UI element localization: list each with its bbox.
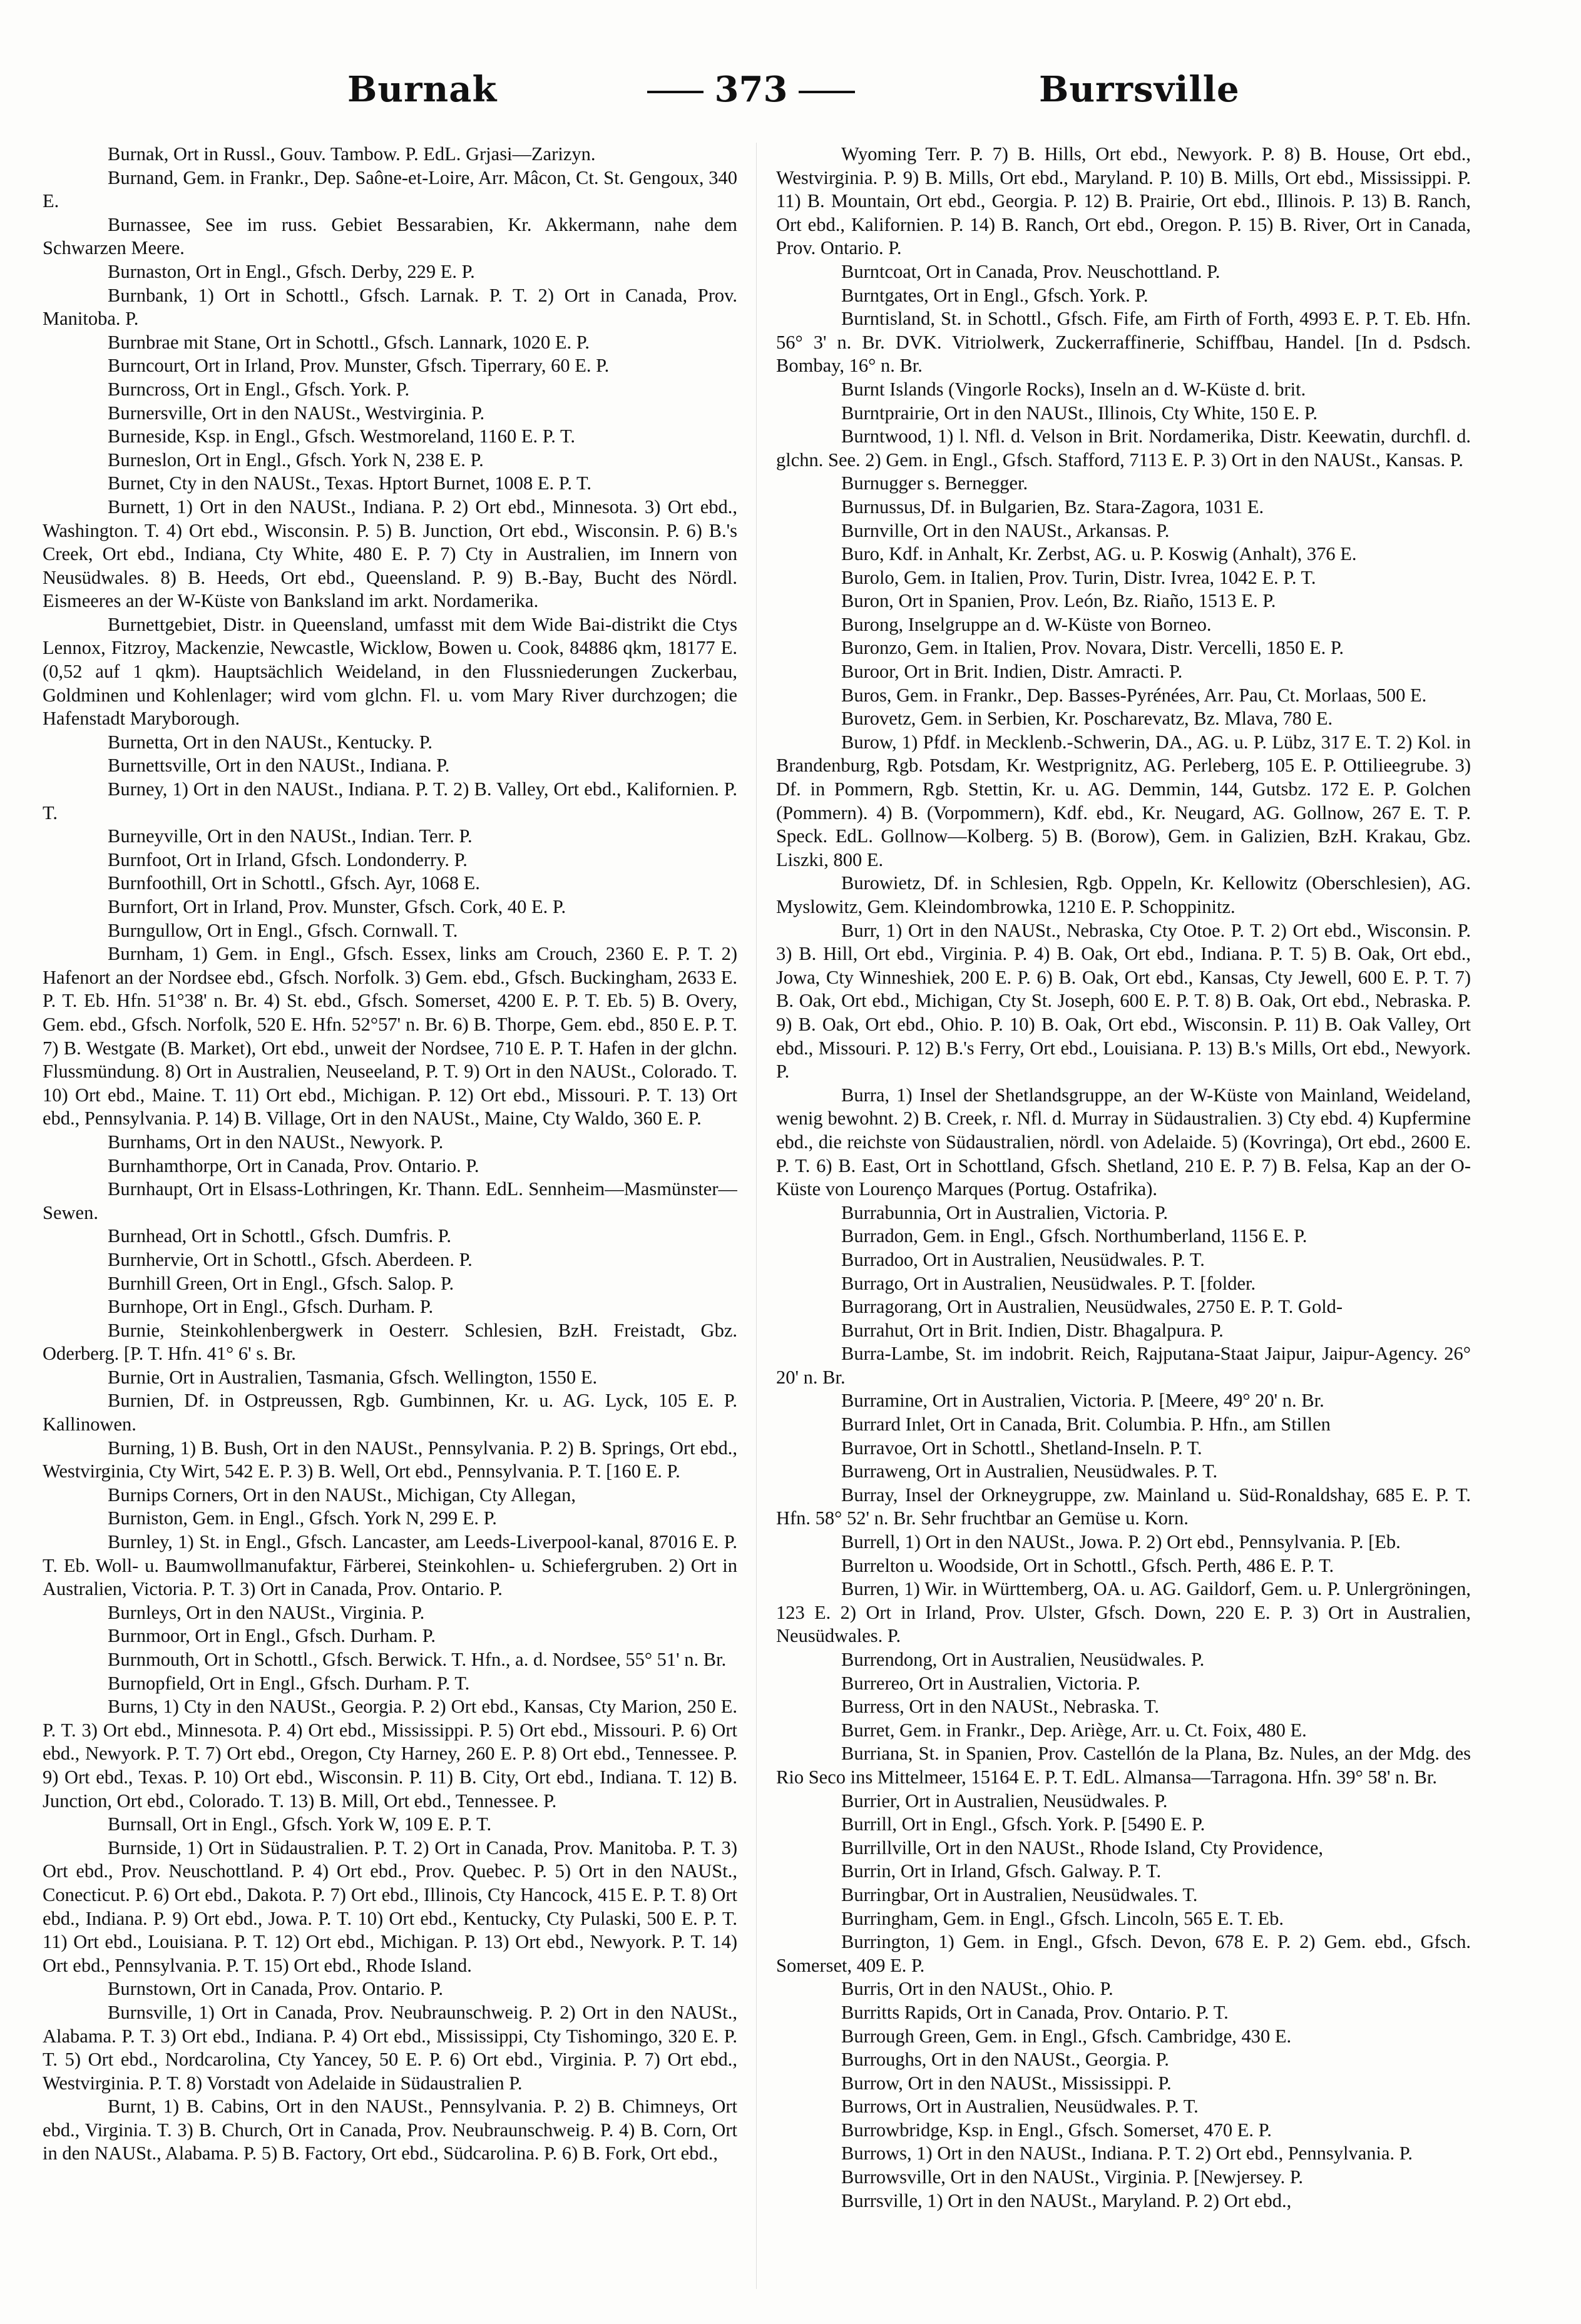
left-column-entry: Burnettsville, Ort in den NAUSt., Indiana. P. (108, 755, 450, 777)
right-column-entry: Burntgates, Ort in Engl., Gfsch. York. P. (841, 284, 1149, 306)
right-column-entry: Burrough Green, Gem. in Engl., Gfsch. Cambridge, 430 E. (841, 2025, 1292, 2047)
left-column-entry: Burneyville, Ort in den NAUSt., Indian. Terr. P. (108, 825, 473, 847)
right-column-entry: Burress, Ort in den NAUSt., Nebraska. T. (841, 1696, 1159, 1718)
right-column-entry: Burren, 1) Wir. in Württemberg, OA. u. AG. Gaildorf, Gem. u. P. Unlergröningen, 123 E. 2) Ort in Irland, Prov. Ulster, Gfsch. Down, 220 E. P. 3) Ort in Australien, Neusüdwales. P. (776, 1578, 1471, 1647)
header-dash-right (799, 91, 855, 93)
right-column-entry: Burrendong, Ort in Australien, Neusüdwales. P. (841, 1649, 1205, 1670)
right-column-entry: Burrow, Ort in den NAUSt., Mississippi. P. (841, 2072, 1172, 2094)
right-column-entry: Burrard Inlet, Ort in Canada, Brit. Columbia. P. Hfn., am Stillen (841, 1414, 1331, 1435)
right-column-entry: Burramine, Ort in Australien, Victoria. P. [Meere, 49° 20' n. Br. (841, 1390, 1324, 1412)
left-column-entry: Burns, 1) Cty in den NAUSt., Georgia. P. 2) Ort ebd., Kansas, Cty Marion, 250 E. P. T. 3) Ort ebd., Minnesota. P. 4) Ort ebd., Mississippi. P. 5) Ort ebd., Missouri. P. 6) Ort ebd., Newyork. P. T. 7) Ort ebd., Oregon, Cty Harney, 260 E. P. 8) Ort ebd., Tennessee. P. 9) Ort ebd., Texas. P. 10) Ort ebd., Wisconsin. P. 11) B. City, Ort ebd., Indiana. T. 12) B. Junction, Ort ebd., Colorado. T. 13) B. Mill, Ort ebd., Tennessee. P. (43, 1696, 737, 1812)
left-column-entry: Burnhill Green, Ort in Engl., Gfsch. Salop. P. (108, 1272, 454, 1294)
right-column-entry: Burrelton u. Woodside, Ort in Schottl., Gfsch. Perth, 486 E. P. T. (841, 1554, 1334, 1576)
header-last-entry: Burrsville (1039, 69, 1240, 110)
left-column (43, 143, 737, 2308)
right-column-entry: Buros, Gem. in Frankr., Dep. Basses-Pyrénées, Arr. Pau, Ct. Morlaas, 500 E. (841, 684, 1427, 706)
right-column-entry: Burravoe, Ort in Schottl., Shetland-Inseln. P. T. (841, 1437, 1202, 1459)
right-column-entry: Burray, Insel der Orkneygruppe, zw. Mainland u. Süd-Ronaldshay, 685 E. P. T. Hfn. 58° 52' n. Br. Sehr fruchtbar an Gemüse u. Korn. (776, 1484, 1471, 1529)
right-column-entry: Burra, 1) Insel der Shetlandsgruppe, an der W-Küste von Mainland, Weideland, wenig bewohnt. 2) B. Creek, r. Nfl. d. Murray in Südaustralien. 3) Cty ebd. 4) Kupfermine ebd., die reichste von Südaustralien, nördl. von Adelaide. 5) (Kovringa), Ort ebd., 2600 E. P. T. 6) B. East, Ort in Schottland, Gfsch. Shetland, 210 E. P. 7) B. Felsa, Kap an der O-Küste von Lourenço Marques (Portug. Ostafrika). (776, 1084, 1471, 1200)
right-column-entry: Burritts Rapids, Ort in Canada, Prov. Ontario. P. T. (841, 2001, 1229, 2023)
right-column-entry: Burringbar, Ort in Australien, Neusüdwales. T. (841, 1883, 1198, 1905)
left-column-entry: Burnfort, Ort in Irland, Prov. Munster, Gfsch. Cork, 40 E. P. (108, 896, 566, 917)
right-column-entry: Burradoo, Ort in Australien, Neusüdwales. P. T. (841, 1248, 1205, 1270)
left-column-entry: Burnopfield, Ort in Engl., Gfsch. Durham. P. T. (108, 1672, 470, 1694)
right-column-entry: Burrsville, 1) Ort in den NAUSt., Maryland. P. 2) Ort ebd., (841, 2189, 1292, 2211)
header-page-number (626, 69, 876, 110)
left-column-entry: Burnie, Ort in Australien, Tasmania, Gfsch. Wellington, 1550 E. (108, 1366, 598, 1388)
right-column-entry: Burrows, Ort in Australien, Neusüdwales. P. T. (841, 2096, 1199, 2118)
left-column-entry: Burnett, 1) Ort in den NAUSt., Indiana. P. 2) Ort ebd., Minnesota. 3) Ort ebd., Washington. T. 4) Ort ebd., Wisconsin. P. 5) B. Junction, Ort ebd., Wisconsin. P. 6) B.'s Creek, Ort ebd., Indiana, Cty White, 480 E. P. 7) Cty in Australien, im Innern von Neusüdwales. 8) B. Heeds, Ort ebd., Queensland. P. 9) B.-Bay, Bucht des Nördl. Eismeeres an der W-Küste von Banksland im arkt. Nordamerika. (43, 496, 737, 612)
left-column-entry: Burnley, 1) St. in Engl., Gfsch. Lancaster, am Leeds-Liverpool-kanal, 87016 E. P. T. Eb. Woll- u. Baumwollmanufaktur, Färberei, Steinkohlen- u. Schiefergruben. 2) Ort in Australien, Victoria. P. T. 3) Ort in Canada, Prov. Ontario. P. (43, 1531, 737, 1600)
left-column-entry: Burnien, Df. in Ostpreussen, Rgb. Gumbinnen, Kr. u. AG. Lyck, 105 E. P. Kallinowen. (43, 1390, 737, 1435)
left-column-entry: Burnips Corners, Ort in den NAUSt., Michigan, Cty Allegan, (108, 1484, 576, 1506)
right-column-entry: Burnville, Ort in den NAUSt., Arkansas. P. (841, 519, 1170, 541)
left-column-entry: Burnhervie, Ort in Schottl., Gfsch. Aberdeen. P. (108, 1248, 473, 1270)
page-number: 373 (714, 69, 788, 110)
left-column-entry: Burnfoot, Ort in Irland, Gfsch. Londonderry. P. (108, 849, 468, 870)
left-column-entry: Burnstown, Ort in Canada, Prov. Ontario. P. (108, 1978, 443, 2000)
column-divider (756, 143, 757, 2289)
right-column-entry: Wyoming Terr. P. 7) B. Hills, Ort ebd., Newyork. P. 8) B. House, Ort ebd., Westvirginia. P. 9) B. Mills, Ort ebd., Maryland. P. 10) B. Mills, Ort ebd., Mississippi. P. 11) B. Mountain, Ort ebd., Georgia. P. 12) B. Prairie, Ort ebd., Illinois. P. 13) B. Ranch, Ort ebd., Kalifornien. P. 14) B. Ranch, Ort ebd., Oregon. P. 15) B. River, Ort in Canada, Prov. Ontario. P. (776, 143, 1471, 259)
left-column-entry: Burneside, Ksp. in Engl., Gfsch. Westmoreland, 1160 E. P. T. (108, 426, 575, 447)
left-column-entry: Burncross, Ort in Engl., Gfsch. York. P. (108, 378, 410, 400)
page-header (0, 0, 1581, 131)
right-column-entry: Burrereo, Ort in Australien, Victoria. P. (841, 1672, 1140, 1694)
left-column-entry: Burncourt, Ort in Irland, Prov. Munster, Gfsch. Tiperrary, 60 E. P. (108, 355, 610, 377)
right-column-entry: Burnugger s. Bernegger. (841, 472, 1028, 494)
right-column-entry: Burntprairie, Ort in den NAUSt., Illinois, Cty White, 150 E. P. (841, 402, 1318, 424)
right-column-entry: Burrell, 1) Ort in den NAUSt., Jowa. P. 2) Ort ebd., Pennsylvania. P. [Eb. (841, 1531, 1401, 1553)
header-dash-left (647, 91, 704, 93)
left-column-entry: Burney, 1) Ort in den NAUSt., Indiana. P. T. 2) B. Valley, Ort ebd., Kalifornien. P. T. (43, 778, 737, 823)
right-column-entry: Burrows, 1) Ort in den NAUSt., Indiana. P. T. 2) Ort ebd., Pennsylvania. P. (841, 2143, 1413, 2164)
left-column-entry: Burnetta, Ort in den NAUSt., Kentucky. P. (108, 731, 433, 753)
right-column-entry: Buro, Kdf. in Anhalt, Kr. Zerbst, AG. u. P. Koswig (Anhalt), 376 E. (841, 543, 1357, 565)
right-column-entry: Burow, 1) Pfdf. in Mecklenb.-Schwerin, DA., AG. u. P. Lübz, 317 E. T. 2) Kol. in Brandenburg, Rgb. Potsdam, Kr. Westprignitz, AG. Perleberg, 105 E. P. Ottilieegrube. 3) Df. in Pommern, Rgb. Stettin, Kr. u. AG. Demmin, 144, Gutsbz. 172 E. P. Golchen (Pommern). 4) B. (Vorpommern), Kdf. ebd., Kr. Neugard, AG. Gollnow, 267 E. T. P. Speck. EdL. Gollnow—Kolberg. 5) B. (Borow), Gem. in Galizien, BzH. Krakau, Gbz. Liszki, 800 E. (776, 731, 1471, 870)
header-first-entry: Burnak (347, 69, 498, 110)
left-column-entry: Burning, 1) B. Bush, Ort in den NAUSt., Pennsylvania. P. 2) B. Springs, Ort ebd., Westvirginia, Cty Wirt, 542 E. P. 3) B. Well, Ort ebd., Pennsylvania. P. T. [160 E. P. (43, 1437, 737, 1482)
right-column-entry: Burrillville, Ort in den NAUSt., Rhode Island, Cty Providence, (841, 1837, 1324, 1858)
right-column-entry: Burrington, 1) Gem. in Engl., Gfsch. Devon, 678 E. P. 2) Gem. ebd., Gfsch. Somerset, 409 E. P. (776, 1931, 1471, 1976)
left-column-entry: Burnhams, Ort in den NAUSt., Newyork. P. (108, 1131, 444, 1153)
left-column-entry: Burnak, Ort in Russl., Gouv. Tambow. P. EdL. Grjasi—Zarizyn. (108, 143, 596, 165)
right-column-entry: Burris, Ort in den NAUSt., Ohio. P. (841, 1978, 1113, 2000)
right-column-entry: Burrowsville, Ort in den NAUSt., Virginia. P. [Newjersey. P. (841, 2166, 1304, 2188)
right-column-entry: Burolo, Gem. in Italien, Prov. Turin, Distr. Ivrea, 1042 E. P. T. (841, 566, 1316, 588)
right-column-entry: Burroughs, Ort in den NAUSt., Georgia. P. (841, 2049, 1169, 2071)
left-column-entry: Burnettgebiet, Distr. in Queensland, umfasst mit dem Wide Bai-distrikt die Ctys Lennox, Fitzroy, Mackenzie, Newcastle, Wicklow, Bowen u. Cook, 84886 qkm, 18177 E. (0,52 auf 1 qkm). Hauptsächlich Weideland, in den Flussniederungen Zuckerbau, Goldminen und Kohlenlager; wird vom glchn. Fl. u. vom Mary River durchzogen; die Hafenstadt Maryborough. (43, 613, 737, 730)
left-column-entry: Burnhamthorpe, Ort in Canada, Prov. Ontario. P. (108, 1154, 479, 1176)
right-column (776, 143, 1471, 2308)
right-column-entry: Burong, Inselgruppe an d. W-Küste von Borneo. (841, 613, 1212, 635)
left-column-entry: Burnsville, 1) Ort in Canada, Prov. Neubraunschweig. P. 2) Ort in den NAUSt., Alabama. P. T. 3) Ort ebd., Indiana. P. 4) Ort ebd., Mississippi, Cty Tishomingo, 320 E. P. T. 5) Ort ebd., Nordcarolina, Cty Yancey, 50 E. P. 6) Ort ebd., Virginia. P. 7) Ort ebd., Westvirginia. P. T. 8) Vorstadt von Adelaide in Südaustralien P. (43, 2001, 737, 2094)
right-column-entry: Burrago, Ort in Australien, Neusüdwales. P. T. [folder. (841, 1272, 1256, 1294)
left-column-entry: Burnleys, Ort in den NAUSt., Virginia. P. (108, 1601, 425, 1623)
left-column-entry: Burnmoor, Ort in Engl., Gfsch. Durham. P. (108, 1625, 436, 1647)
right-column-entry: Burrin, Ort in Irland, Gfsch. Galway. P. T. (841, 1860, 1162, 1882)
left-column-entry: Burnassee, See im russ. Gebiet Bessarabien, Kr. Akkermann, nahe dem Schwarzen Meere. (43, 213, 737, 259)
left-column-entry: Burnbrae mit Stane, Ort in Schottl., Gfsch. Lannark, 1020 E. P. (108, 331, 590, 353)
left-column-entry: Burngullow, Ort in Engl., Gfsch. Cornwall. T. (108, 919, 458, 941)
right-column-entry: Burriana, St. in Spanien, Prov. Castellón de la Plana, Bz. Nules, an der Mdg. des Rio Seco ins Mittelmeer, 15164 E. P. T. EdL. Almansa—Tarragona. Hfn. 39° 58' n. Br. (776, 1743, 1471, 1788)
right-column-entry: Burradon, Gem. in Engl., Gfsch. Northumberland, 1156 E. P. (841, 1225, 1307, 1247)
left-column-entry: Burnhead, Ort in Schottl., Gfsch. Dumfris. P. (108, 1225, 451, 1247)
left-column-entry: Burneslon, Ort in Engl., Gfsch. York N, 238 E. P. (108, 449, 484, 471)
right-column-entry: Buroor, Ort in Brit. Indien, Distr. Amracti. P. (841, 661, 1183, 683)
right-column-entry: Burovetz, Gem. in Serbien, Kr. Poscharevatz, Bz. Mlava, 780 E. (841, 708, 1333, 730)
right-column-entry: Burnt Islands (Vingorle Rocks), Inseln an d. W-Küste d. brit. (841, 378, 1306, 400)
right-column-entry: Burret, Gem. in Frankr., Dep. Ariège, Arr. u. Ct. Foix, 480 E. (841, 1719, 1307, 1741)
left-column-entry: Burnhaupt, Ort in Elsass-Lothringen, Kr. Thann. EdL. Sennheim—Masmünster—Sewen. (43, 1178, 737, 1223)
left-column-entry: Burnand, Gem. in Frankr., Dep. Saône-et-Loire, Arr. Mâcon, Ct. St. Gengoux, 340 E. (43, 166, 737, 212)
right-column-entry: Burrier, Ort in Australien, Neusüdwales. P. (841, 1790, 1168, 1812)
left-column-entry: Burnet, Cty in den NAUSt., Texas. Hptort Burnet, 1008 E. P. T. (108, 472, 592, 494)
right-column-entry: Burrahut, Ort in Brit. Indien, Distr. Bhagalpura. P. (841, 1319, 1224, 1341)
left-column-entry: Burnersville, Ort in den NAUSt., Westvirginia. P. (108, 402, 485, 424)
right-column-entry: Burnussus, Df. in Bulgarien, Bz. Stara-Zagora, 1031 E. (841, 496, 1264, 517)
right-column-entry: Burntwood, 1) l. Nfl. d. Velson in Brit. Nordamerika, Distr. Keewatin, durchfl. d. glchn. See. 2) Gem. in Engl., Gfsch. Stafford, 7113 E. P. 3) Ort in den NAUSt., Kansas. P. (776, 426, 1471, 471)
right-column-entry: Burrowbridge, Ksp. in Engl., Gfsch. Somerset, 470 E. P. (841, 2119, 1272, 2141)
left-column-entry: Burnie, Steinkohlenbergwerk in Oesterr. Schlesien, BzH. Freistadt, Gbz. Oderberg. [P. T. Hfn. 41° 6' s. Br. (43, 1319, 737, 1365)
right-column-entry: Burraweng, Ort in Australien, Neusüdwales. P. T. (841, 1460, 1218, 1482)
left-column-entry: Burnfoothill, Ort in Schottl., Gfsch. Ayr, 1068 E. (108, 872, 480, 894)
left-column-entry: Burnmouth, Ort in Schottl., Gfsch. Berwick. T. Hfn., a. d. Nordsee, 55° 51' n. Br. (108, 1649, 727, 1670)
right-column-entry: Burntcoat, Ort in Canada, Prov. Neuschottland. P. (841, 260, 1220, 282)
left-column-entry: Burnaston, Ort in Engl., Gfsch. Derby, 229 E. P. (108, 260, 475, 282)
left-column-entry: Burnhope, Ort in Engl., Gfsch. Durham. P. (108, 1296, 434, 1318)
left-column-entry: Burnt, 1) B. Cabins, Ort in den NAUSt., Pennsylvania. P. 2) B. Chimneys, Ort ebd., Virginia. T. 3) B. Church, Ort in Canada, Prov. Neubraunschweig. P. 4) B. Corn, Ort in den NAUSt., Alabama. P. 5) B. Factory, Ort ebd., Südcarolina. P. 6) B. Fork, Ort ebd., (43, 2096, 737, 2164)
right-column-entry: Burra-Lambe, St. im indobrit. Reich, Rajputana-Staat Jaipur, Jaipur-Agency. 26° 20' n. Br. (776, 1343, 1471, 1388)
left-column-entry: Burnsall, Ort in Engl., Gfsch. York W, 109 E. P. T. (108, 1813, 492, 1835)
left-column-entry: Burnham, 1) Gem. in Engl., Gfsch. Essex, links am Crouch, 2360 E. P. T. 2) Hafenort an der Nordsee ebd., Gfsch. Norfolk. 3) Gem. ebd., Gfsch. Buckingham, 2633 E. P. T. Eb. Hfn. 51°38' n. Br. 4) St. ebd., Gfsch. Somerset, 4200 E. P. T. Eb. 5) B. Overy, Gem. ebd., Gfsch. Norfolk, 520 E. Hfn. 52°57' n. Br. 6) B. Thorpe, Gem. ebd., 850 E. P. T. 7) B. Westgate (B. Market), Ort ebd., unweit der Nordsee, 710 E. P. T. Hafen in der glchn. Flussmündung. 8) Ort in Australien, Neuseeland, P. T. 9) Ort in den NAUSt., Colorado. T. 10) Ort ebd., Maine. T. 11) Ort ebd., Michigan. P. 12) Ort ebd., Missouri. P. T. 13) Ort ebd., Pennsylvania. P. 14) B. Village, Ort in den NAUSt., Maine, Cty Waldo, 360 E. P. (43, 943, 737, 1129)
right-column-entry: Burntisland, St. in Schottl., Gfsch. Fife, am Firth of Forth, 4993 E. P. T. Eb. Hfn. 56° 3' n. Br. DVK. Vitriolwerk, Zuckerraffinerie, Schiffbau, Handel. [In d. Psdsch. Bombay, 16° n. Br. (776, 308, 1471, 377)
left-column-entry: Burnside, 1) Ort in Südaustralien. P. T. 2) Ort in Canada, Prov. Manitoba. P. T. 3) Ort ebd., Prov. Neuschottland. P. 4) Ort ebd., Prov. Quebec. P. 5) Ort in den NAUSt., Conecticut. P. 6) Ort ebd., Dakota. P. 7) Ort ebd., Illinois, Cty Hancock, 415 E. P. T. 8) Ort ebd., Indiana. P. 9) Ort ebd., Jowa. P. T. 10) Ort ebd., Kentucky, Cty Pulaski, 500 E. P. T. 11) Ort ebd., Louisiana. P. T. 12) Ort ebd., Michigan. P. 13) Ort ebd., Newyork. P. T. 14) Ort ebd., Pennsylvania. P. T. 15) Ort ebd., Rhode Island. (43, 1837, 737, 1976)
left-column-entry: Burniston, Gem. in Engl., Gfsch. York N, 299 E. P. (108, 1507, 497, 1529)
right-column-entry: Buronzo, Gem. in Italien, Prov. Novara, Distr. Vercelli, 1850 E. P. (841, 637, 1344, 659)
left-column-entry: Burnbank, 1) Ort in Schottl., Gfsch. Larnak. P. T. 2) Ort in Canada, Prov. Manitoba. P. (43, 284, 737, 330)
right-column-entry: Burr, 1) Ort in den NAUSt., Nebraska, Cty Otoe. P. T. 2) Ort ebd., Wisconsin. P. 3) B. Hill, Ort ebd., Virginia. P. 4) B. Oak, Ort ebd., Indiana. P. T. 5) B. Oak, Ort ebd., Jowa, Cty Winneshiek, 200 E. P. 6) B. Oak, Ort ebd., Kansas, Cty Jewell, 600 E. P. T. 7) B. Oak, Ort ebd., Michigan, Cty St. Joseph, 600 E. P. T. 8) B. Oak, Ort ebd., Nebraska. P. 9) B. Oak, Ort ebd., Ohio. P. 10) B. Oak, Ort ebd., Wisconsin. P. 11) B. Oak Valley, Ort ebd., Missouri. P. 12) B.'s Ferry, Ort ebd., Louisiana. P. 13) B.'s Mills, Ort ebd., Newyork. P. (776, 919, 1471, 1083)
right-column-entry: Burowietz, Df. in Schlesien, Rgb. Oppeln, Kr. Kellowitz (Oberschlesien), AG. Myslowitz, Gem. Kleindombrowka, 1210 E. P. Schoppinitz. (776, 872, 1471, 917)
right-column-entry: Burringham, Gem. in Engl., Gfsch. Lincoln, 565 E. T. Eb. (841, 1907, 1284, 1929)
right-column-entry: Burragorang, Ort in Australien, Neusüdwales, 2750 E. P. T. Gold- (841, 1296, 1343, 1318)
right-column-entry: Buron, Ort in Spanien, Prov. León, Bz. Riaño, 1513 E. P. (841, 590, 1276, 612)
right-column-entry: Burrabunnia, Ort in Australien, Victoria. P. (841, 1201, 1168, 1223)
right-column-entry: Burrill, Ort in Engl., Gfsch. York. P. [5490 E. P. (841, 1813, 1205, 1835)
